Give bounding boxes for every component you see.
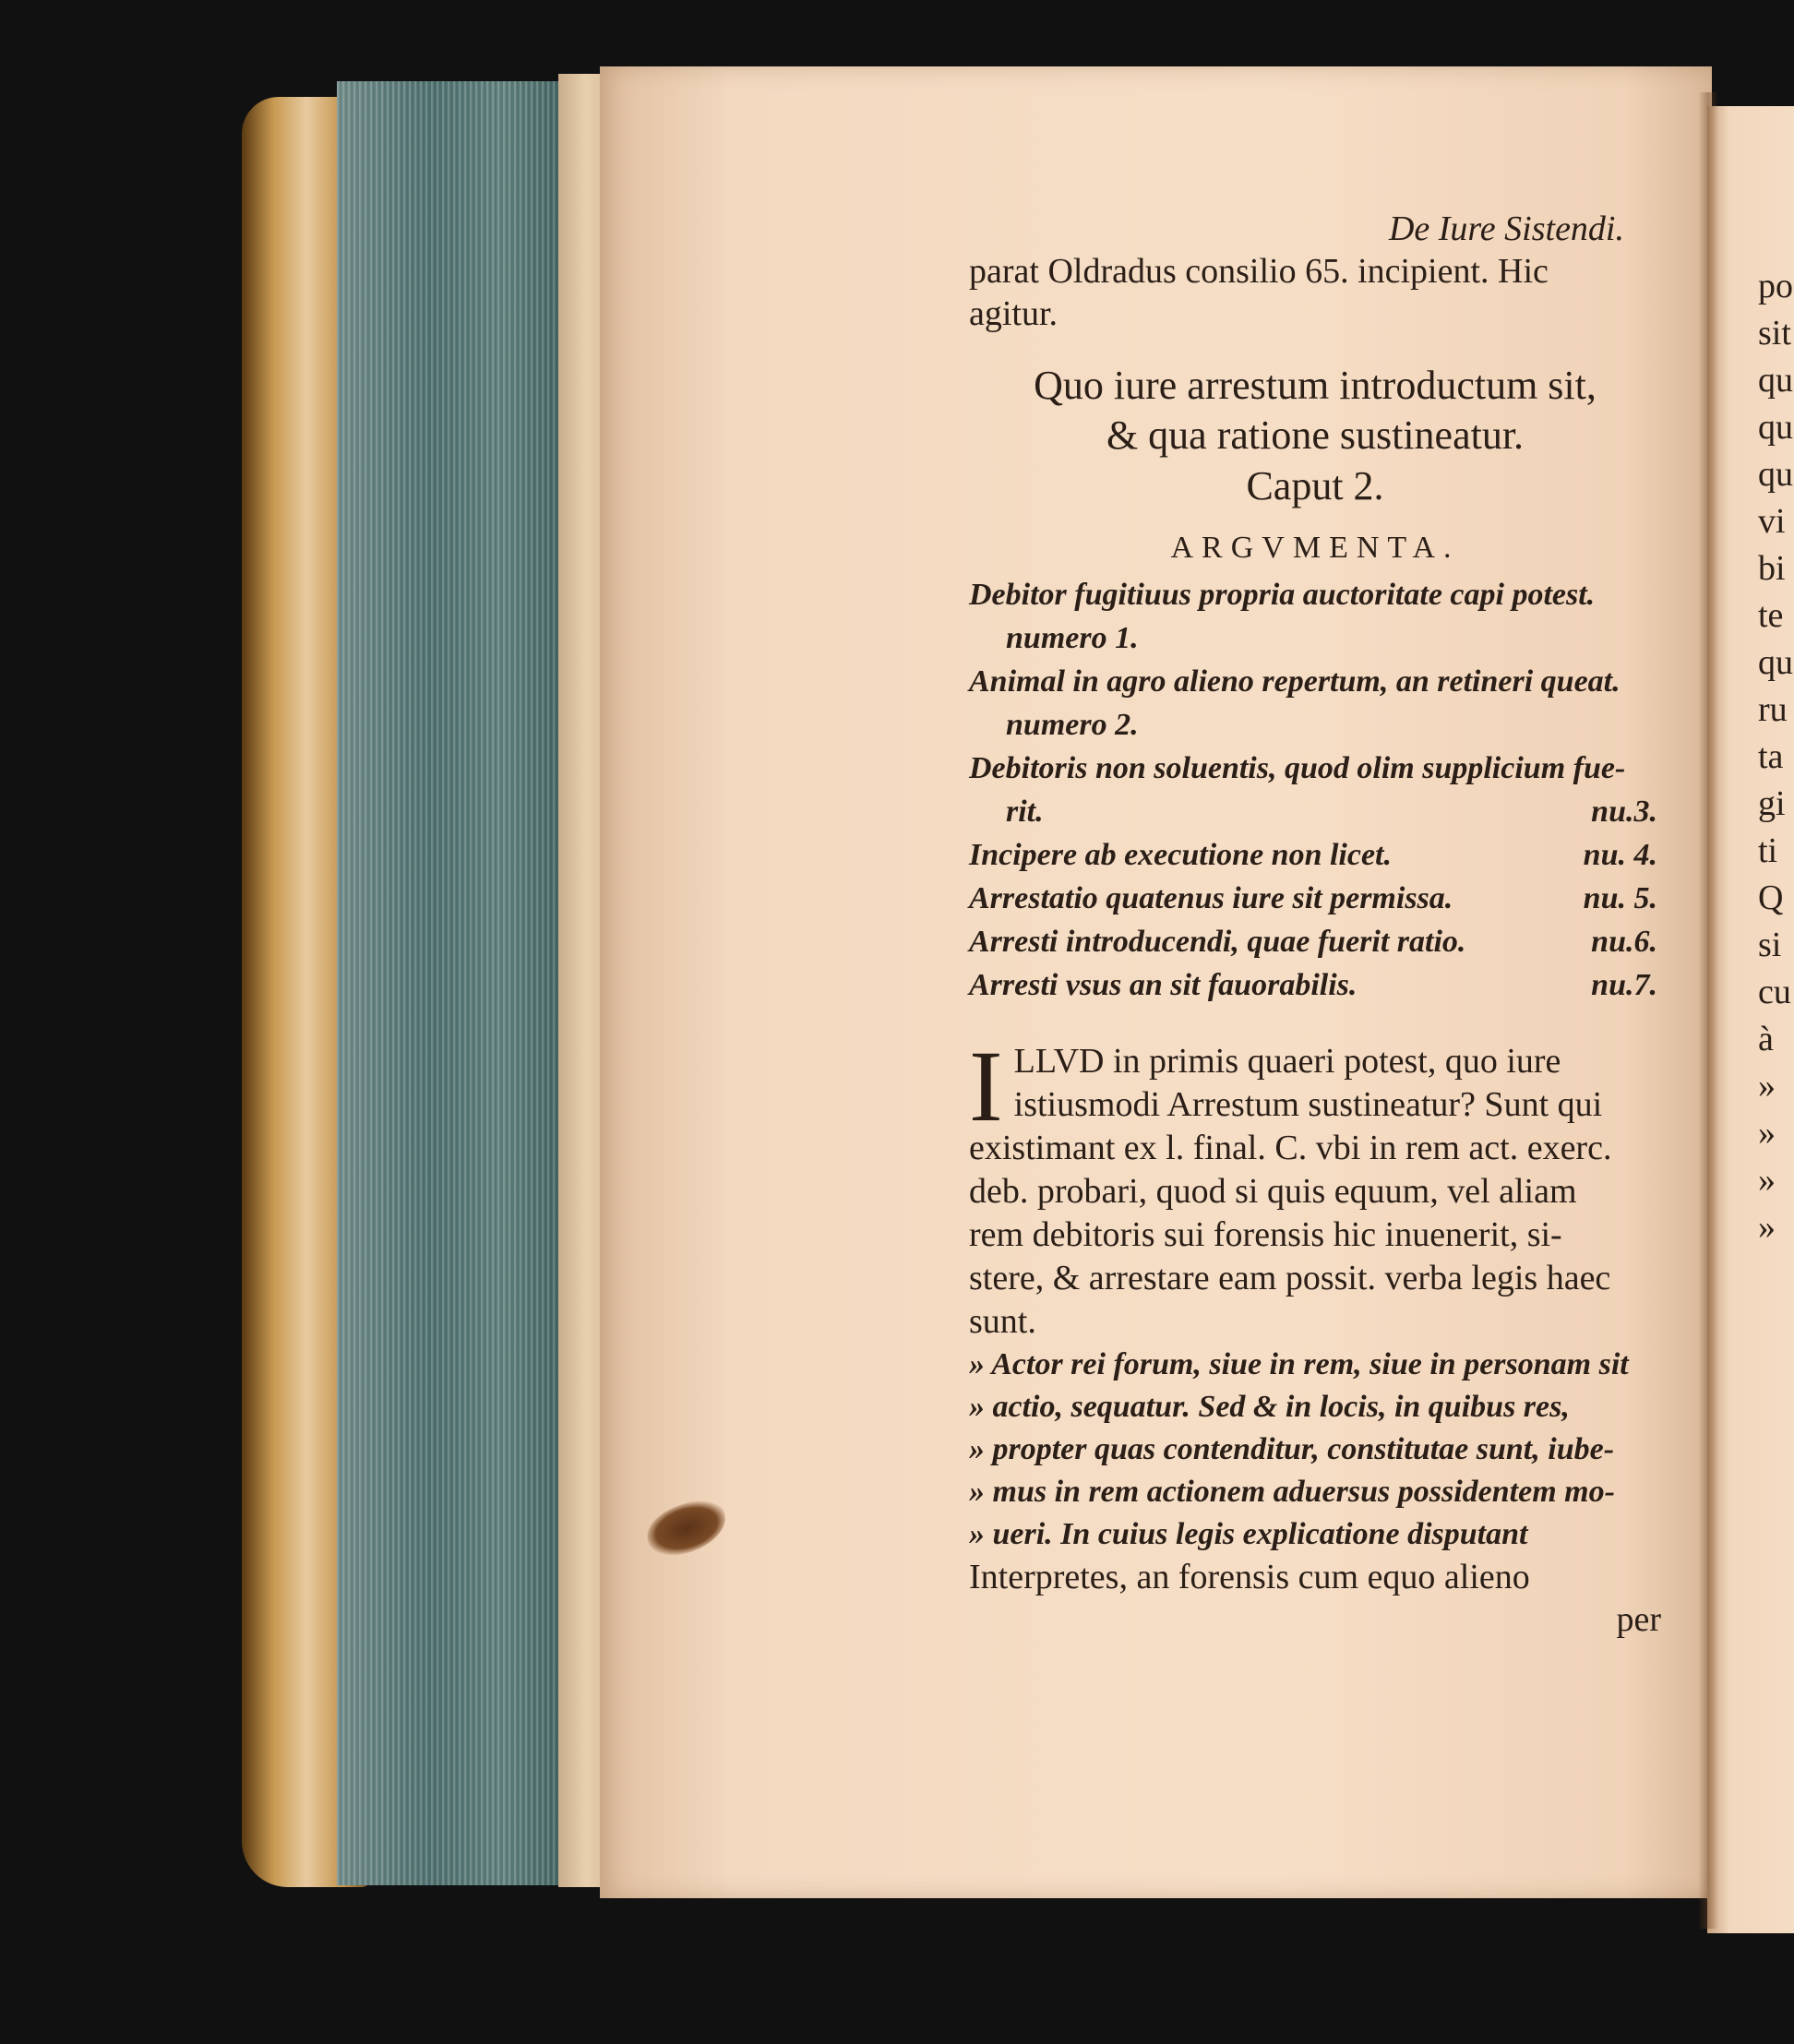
argument-line [969,747,1661,790]
facing-line: qu [1758,408,1793,447]
argument-text: Arresti vsus an sit fauorabilis. [969,968,1357,1002]
facing-line: » [1758,1067,1776,1106]
argument-line [969,920,1661,963]
argument-text: Incipere ab executione non licet. [969,838,1393,872]
argument-number: nu.7. [1591,968,1657,1002]
argument-line [969,877,1661,920]
argument-text: Animal in agro alieno repertum, an retineri queat. [969,664,1621,699]
paragraph-line: istiusmodi Arrestum sustineatur? Sunt qui [1013,1085,1603,1124]
body-line: Interpretes, an forensis cum equo alieno [969,1558,1530,1596]
facing-line: » [1758,1114,1776,1153]
arguments-heading: ARGVMENTA. [1170,531,1460,565]
facing-line: Q [1758,879,1784,917]
facing-line: à [1758,1020,1774,1058]
facing-line: si [1758,926,1782,964]
catchword: per [1616,1600,1661,1639]
argument-text: Arrestatio quatenus iure sit permissa. [969,881,1453,915]
running-head: De Iure Sistendi. [1388,209,1624,248]
quote-line: » actio, sequatur. Sed & in locis, in quibus res, [969,1390,1570,1424]
paragraph-line: deb. probari, quod si quis equum, vel aliam [969,1172,1577,1211]
argument-line [969,703,1661,747]
argument-line [969,616,1661,660]
argument-number: nu.6. [1591,925,1657,959]
chapter-title [969,361,1661,460]
facing-line: vi [1758,502,1786,541]
main-paragraph [969,1030,1661,1344]
facing-line: gi [1758,784,1786,823]
argument-text: Debitor fugitiuus propria auctoritate capi potest. [969,578,1596,612]
paragraph-line: LLVD in primis quaeri potest, quo iure [1013,1042,1561,1081]
argument-number: nu.3. [1591,795,1657,829]
argument-line [969,963,1661,1007]
paragraph-line: rem debitoris sui forensis hic inuenerit, si- [969,1215,1562,1254]
facing-line: qu [1758,361,1793,400]
drop-cap: I [969,1030,1003,1142]
paragraph-line: existimant ex l. final. C. vbi in rem act. exerc. [969,1129,1612,1167]
quoted-law [969,1344,1661,1556]
argument-text: numero 2. [1006,708,1139,742]
facing-line: cu [1758,973,1791,1011]
chapter-number: Caput 2. [1246,463,1384,508]
paragraph-line: stere, & arrestare eam possit. verba legis haec [969,1259,1611,1297]
chapter-title-line: & qua ratione sustineatur. [1106,412,1525,458]
argument-text: Arresti introducendi, quae fuerit ratio. [969,925,1466,959]
facing-line: ta [1758,737,1784,776]
argument-line [969,660,1661,703]
facing-page-text [1758,263,1794,1251]
body-line: agitur. [969,294,1058,333]
facing-line: te [1758,596,1784,635]
facing-line: sit [1758,314,1791,353]
argument-number: nu. 5. [1583,881,1657,915]
quote-line: » ueri. In cuius legis explicatione disputant [969,1517,1528,1551]
argument-line [969,833,1661,877]
quote-line: » propter quas contenditur, constitutae sunt, iube- [969,1432,1615,1466]
chapter-title-line: Quo iure arrestum introductum sit, [1034,363,1597,408]
facing-line: » [1758,1161,1776,1200]
body-line: parat Oldradus consilio 65. incipient. Hic [969,252,1549,291]
facing-line: ru [1758,690,1788,729]
argument-text: rit. [1006,795,1044,829]
argument-number: nu. 4. [1583,838,1657,872]
facing-line: ti [1758,831,1778,870]
facing-line: qu [1758,643,1793,682]
page-text [969,208,1661,1641]
gutter [1698,92,1718,1929]
argument-line [969,573,1661,616]
argument-text: numero 1. [1006,621,1139,655]
quote-line: » mus in rem actionem aduersus possidentem mo- [969,1475,1615,1509]
quote-line: » Actor rei forum, siue in rem, siue in personam sit [969,1347,1629,1381]
facing-line: bi [1758,549,1786,588]
argument-text: Debitoris non soluentis, quod olim supplicium fue- [969,751,1626,785]
facing-line: qu [1758,455,1793,494]
facing-line: » [1758,1208,1776,1247]
arguments-list [969,573,1661,1007]
paragraph-line: sunt. [969,1302,1036,1341]
argument-line [969,790,1661,833]
facing-line: po [1758,267,1793,305]
